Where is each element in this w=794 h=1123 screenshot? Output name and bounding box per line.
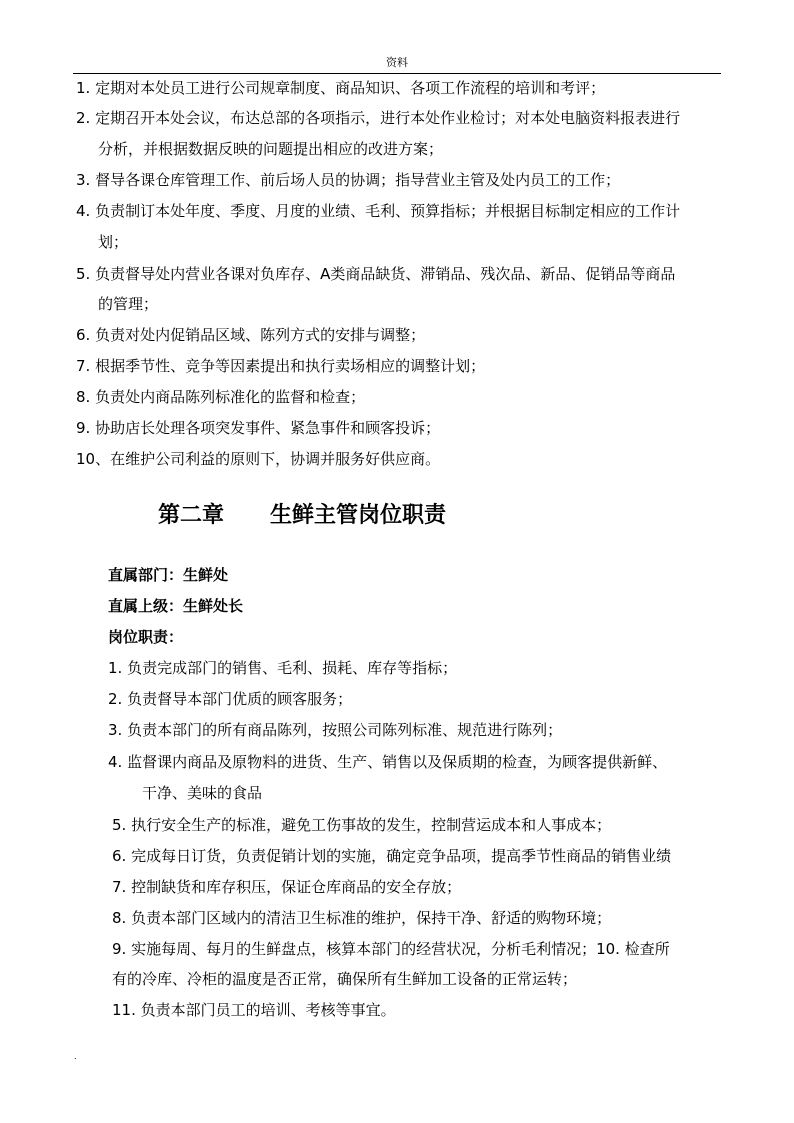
duty-5: 5. 执行安全生产的标准，避免工伤事故的发生，控制营运成本和人事成本； (112, 816, 612, 834)
duty-11: 11. 负责本部门员工的培训、考核等事宜。 (112, 1001, 396, 1019)
duty-9-line-1: 9. 实施每周、每月的生鲜盘点，核算本部门的经营状况，分析毛利情况；10. 检查所 (112, 940, 670, 958)
item-5-line-1: 5. 负责督导处内营业各课对负库存、A类商品缺货、滞销品、残次品、新品、促销品等商品 (76, 265, 676, 283)
footer-mark: . (74, 1052, 77, 1061)
item-4-line-2: 划； (98, 233, 129, 251)
duty-4-line-2: 干净、美味的食品 (142, 784, 263, 802)
item-4-line-1: 4. 负责制订本处年度、季度、月度的业绩、毛利、预算指标；并根据目标制定相应的工作计 (76, 202, 681, 220)
item-9-line-1: 9. 协助店长处理各项突发事件、紧急事件和顾客投诉； (76, 419, 441, 437)
duty-2: 2. 负责督导本部门优质的顾客服务； (108, 690, 353, 708)
duty-1: 1. 负责完成部门的销售、毛利、损耗、库存等指标； (108, 659, 458, 677)
header-rule (73, 73, 721, 74)
chapter-title: 第二章 生鲜主管岗位职责 (158, 502, 446, 528)
item-10-line-1: 10、在维护公司利益的原则下，协调并服务好供应商。 (76, 450, 441, 468)
item-8-line-1: 8. 负责处内商品陈列标准化的监督和检查； (76, 388, 366, 406)
item-1-line-1: 1. 定期对本处员工进行公司规章制度、商品知识、各项工作流程的培训和考评； (76, 79, 606, 97)
duty-8: 8. 负责本部门区域内的清洁卫生标准的维护，保持干净、舒适的购物环境； (112, 909, 612, 927)
item-2-line-1: 2. 定期召开本处会议，布达总部的各项指示，进行本处作业检讨；对本处电脑资料报表进行 (76, 109, 681, 127)
item-5-line-2: 的管理； (98, 295, 159, 313)
duty-9-line-2: 有的冷库、冷柜的温度是否正常，确保所有生鲜加工设备的正常运转； (112, 970, 578, 988)
item-6-line-1: 6. 负责对处内促销品区域、陈列方式的安排与调整； (76, 326, 426, 344)
item-7-line-1: 7. 根据季节性、竞争等因素提出和执行卖场相应的调整计划； (76, 357, 486, 375)
item-2-line-2: 分析，并根据数据反映的问题提出相应的改进方案； (98, 140, 444, 158)
department-label: 直属部门：生鲜处 (108, 566, 229, 584)
duties-label: 岗位职责： (108, 628, 184, 646)
duty-7: 7. 控制缺货和库存积压，保证仓库商品的安全存放； (112, 878, 462, 896)
item-3-line-1: 3. 督导各课仓库管理工作、前后场人员的协调；指导营业主管及处内员工的工作； (76, 171, 621, 189)
superior-label: 直属上级：生鲜处长 (108, 597, 244, 615)
duty-4-line-1: 4. 监督课内商品及原物料的进货、生产、销售以及保质期的检查，为顾客提供新鲜、 (108, 753, 668, 771)
page-header-label: 资料 (386, 56, 408, 69)
duty-3: 3. 负责本部门的所有商品陈列，按照公司陈列标准、规范进行陈列； (108, 721, 563, 739)
duty-6: 6. 完成每日订货，负责促销计划的实施，确定竞争品项，提高季节性商品的销售业绩 (112, 847, 672, 865)
